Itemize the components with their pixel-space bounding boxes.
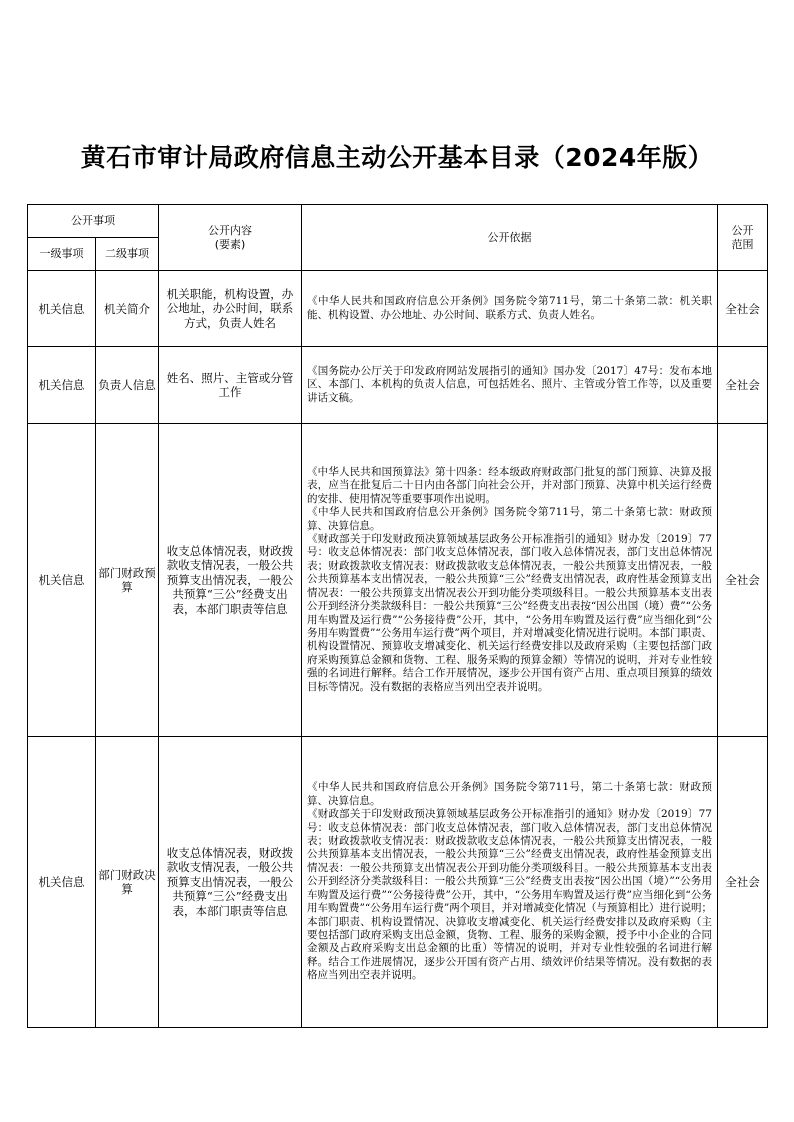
cell-level2: 部门财政预算	[96, 424, 159, 737]
table-row	[28, 737, 768, 1028]
catalog-table	[27, 204, 768, 1028]
basis-paragraph: 《中华人民共和国政府信息公开条例》国务院令第711号，第二十条第七款：财政预算、决算信息。	[307, 506, 712, 532]
header-content-sub: (要素)	[214, 237, 246, 251]
cell-scope: 全社会	[718, 347, 768, 424]
cell-basis	[302, 737, 718, 1028]
cell-level1: 机关信息	[28, 271, 96, 347]
header-basis: 公开依据	[302, 205, 718, 271]
cell-content: 机关职能，机构设置，办公地址，办公时间，联系方式，负责人姓名	[159, 271, 302, 347]
header-level1: 一级事项	[28, 238, 96, 271]
cell-basis	[302, 347, 718, 424]
basis-paragraph: 《国务院办公厅关于印发政府网站发展指引的通知》国办发〔2017〕47号：发布本地区、本部门、本机构的负责人信息，可包括姓名、照片、主管或分管工作等，以及重要讲话文稿。	[307, 364, 712, 404]
header-content	[159, 205, 302, 271]
cell-level1: 机关信息	[28, 424, 96, 737]
header-scope	[718, 205, 768, 271]
header-scope-line1: 公开	[731, 223, 754, 237]
table-row	[28, 347, 768, 424]
header-public-items: 公开事项	[28, 205, 159, 238]
cell-content: 收支总体情况表，财政拨款收支情况表，一般公共预算支出情况表，一般公共预算“三公”经费支出表，本部门职责等信息	[159, 424, 302, 737]
header-content-label: 公开内容	[208, 223, 252, 237]
basis-paragraph: 《中华人民共和国政府信息公开条例》国务院令第711号，第二十条第七款：财政预算、决算信息。	[307, 781, 712, 807]
cell-level1: 机关信息	[28, 347, 96, 424]
cell-scope: 全社会	[718, 424, 768, 737]
table-row	[28, 271, 768, 347]
cell-level2: 负责人信息	[96, 347, 159, 424]
basis-paragraph: 《财政部关于印发财政预决算领域基层政务公开标准指引的通知》财办发〔2019〕77号：收支总体情况表：部门收支总体情况表，部门收入总体情况表，部门支出总体情况表；财政拨款收支情况表：财政拨款收支总体情况表，一般公共预算支出情况表，一般公共预算基本支出情况表，一般公共预算“三公”经费支出情况表，政府性基金预算支出情况表：一般公共预算支出情况表公开到功能分类项级科目。一般公共预算基本支出表公开到经济分类款级科目：一般公共预算“三公”经费支出表按“因公出国（境）费”“公务用车购置及运行费”“公务接待费”公开，其中，“公务用车购置及运行费”应当细化到“公务用车购置费”“公务用车运行费”两个项目，并对增减变化情况进行说明。本部门职责、机构设置情况、预算收支增减变化、机关运行经费安排以及政府采购（主要包括部门政府采购预算总金额和货物、工程、服务采购的预算金额）等情况的说明，并对专业性较强的名词进行解释。结合工作开展情况，逐步公开国有资产占用、重点项目预算的绩效目标等情况。没有数据的表格应当列出空表并说明。	[307, 533, 712, 693]
cell-content: 收支总体情况表，财政拨款收支情况表，一般公共预算支出情况表，一般公共预算“三公”经费支出表，本部门职责等信息	[159, 737, 302, 1028]
cell-level2: 机关简介	[96, 271, 159, 347]
basis-paragraph: 《中华人民共和国预算法》第十四条：经本级政府财政部门批复的部门预算、决算及报表，应当在批复后二十日内由各部门向社会公开，并对部门预算、决算中机关运行经费的安排、使用情况等重要事项作出说明。	[307, 466, 712, 505]
header-scope-line2: 范围	[731, 237, 754, 251]
page-title: 黄石市审计局政府信息主动公开基本目录（2024年版）	[80, 143, 714, 172]
table-row	[28, 424, 768, 737]
cell-level1: 机关信息	[28, 737, 96, 1028]
header-level2: 二级事项	[96, 238, 159, 271]
basis-paragraph: 《中华人民共和国政府信息公开条例》国务院令第711号，第二十条第二款：机关职能、机构设置、办公地址、办公时间、联系方式、负责人姓名。	[307, 295, 712, 321]
cell-level2: 部门财政决算	[96, 737, 159, 1028]
cell-scope: 全社会	[718, 271, 768, 347]
basis-paragraph: 《财政部关于印发财政预决算领域基层政务公开标准指引的通知》财办发〔2019〕77号：收支总体情况表：部门收支总体情况表，部门收入总体情况表，部门支出总体情况表；财政拨款收支情况表：财政拨款收支总体情况表，一般公共预算支出情况表，一般公共预算基本支出情况表，一般公共预算“三公”经费支出情况表，政府性基金预算支出情况表：一般公共预算支出情况表公开到功能分类项级科目。一般公共预算基本支出表公开到经济分类款级科目：一般公共预算“三公”经费支出表按“因公出国（境）”“公务用车购置及运行费”“公务接待费”公开，其中，“公务用车购置及运行费”应当细化到“公务用车购置费”“公务用车运行费”两个项目，并对增减变化情况（与预算相比）进行说明；本部门职责、机构设置情况、决算收支增减变化、机关运行经费安排以及政府采购（主要包括部门政府采购支出总金额，货物、工程、服务的采购金额，授予中小企业的合同金额及占政府采购支出总金额的比重）等情况的说明，并对专业性较强的名词进行解释。结合工作进展情况，逐步公开国有资产占用、绩效评价结果等情况。没有数据的表格应当列出空表并说明。	[307, 808, 712, 982]
cell-basis	[302, 271, 718, 347]
cell-basis	[302, 424, 718, 737]
cell-content: 姓名、照片、主管或分管工作	[159, 347, 302, 424]
cell-scope: 全社会	[718, 737, 768, 1028]
